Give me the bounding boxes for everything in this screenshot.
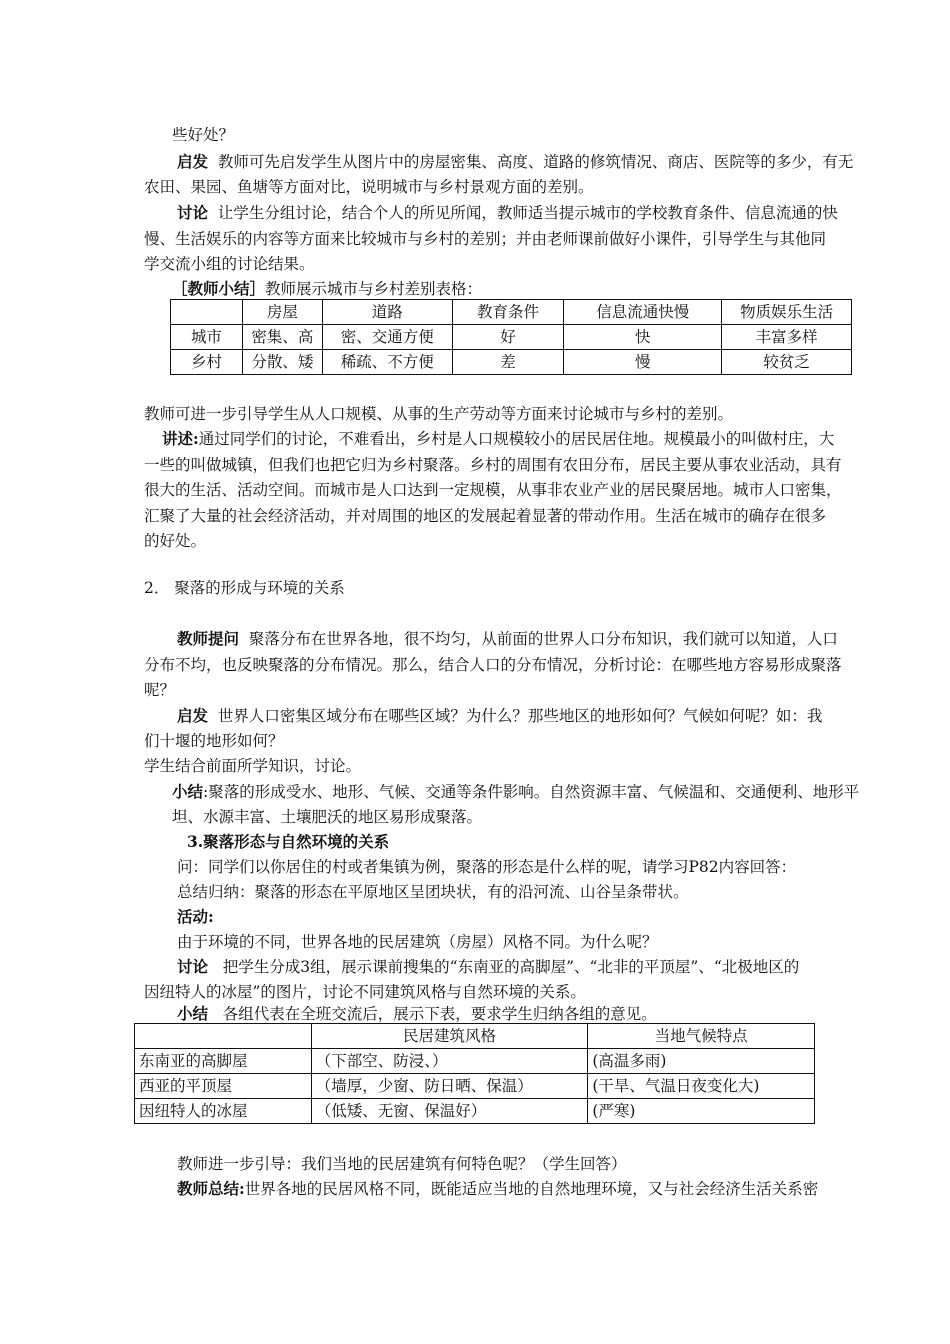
paragraph-line: 启发 世界人口密集区域分布在哪些区域？为什么？那些地区的地形如何？气候如何呢？如：我 xyxy=(177,706,823,725)
paragraph-line: 讲述:通过同学们的讨论，不难看出，乡村是人口规模较小的居民居住地。规模最小的叫做村庄，大 xyxy=(162,429,835,448)
heading-label: 活动: xyxy=(177,907,214,926)
table-cell: 较贫乏 xyxy=(722,350,852,375)
table-cell: (干旱、气温日夜变化大) xyxy=(588,1074,815,1099)
heading-label: 小结 xyxy=(177,1004,209,1023)
table-header-cell: 物质娱乐生活 xyxy=(722,300,852,325)
paragraph-line: 讨论 让学生分组讨论，结合个人的所见所闻，教师适当提示城市的学校教育条件、信息流通的快 xyxy=(177,203,838,222)
table-cell: 稀疏、不方便 xyxy=(322,350,452,375)
paragraph-line: 很大的生活、活动空间。而城市是人口达到一定规模，从事非农业产业的居民聚居地。城市人口密集， xyxy=(144,481,842,499)
table-cell: 密、交通方便 xyxy=(322,325,452,350)
table-row xyxy=(135,1049,815,1074)
table-cell: 西亚的平顶屋 xyxy=(135,1074,312,1099)
heading-label: 讲述: xyxy=(162,429,199,448)
table-header-row xyxy=(135,1024,815,1049)
table-cell: 东南亚的高脚屋 xyxy=(135,1049,312,1074)
city-village-table xyxy=(170,299,852,375)
table-row xyxy=(135,1074,815,1099)
paragraph-line: 坦、水源丰富、土壤肥沃的地区易形成聚落。 xyxy=(172,808,483,826)
section-heading: 2． 聚落的形成与环境的关系 xyxy=(144,579,345,597)
paragraph-line: 教师提问 聚落分布在世界各地，很不均匀，从前面的世界人口分布知识，我们就可以知道，人口 xyxy=(177,629,838,648)
heading-label: 教师总结: xyxy=(177,1179,245,1198)
paragraph-line: 启发 教师可先启发学生从图片中的房屋密集、高度、道路的修筑情况、商店、医院等的多少，有无 xyxy=(177,152,854,171)
table-cell: (高温多雨) xyxy=(588,1049,815,1074)
paragraph-line: 分布不均，也反映聚落的分布情况。那么，结合人口的分布情况，分析讨论：在哪些地方容易形成聚落 xyxy=(144,656,842,674)
heading-label: 启发 xyxy=(177,706,209,725)
table-header-row xyxy=(171,300,852,325)
paragraph-line: 汇聚了大量的社会经济活动，并对周围的地区的发展起着显著的带动作用。生活在城市的确存在很多 xyxy=(144,507,827,525)
heading-label: 小结 xyxy=(172,782,204,801)
table-header-cell xyxy=(171,300,243,325)
table-cell: （低矮、无窗、保温好） xyxy=(311,1099,588,1124)
table-cell: 城市 xyxy=(171,325,243,350)
paragraph-line: 总结归纳：聚落的形态在平原地区呈团块状，有的沿河流、山谷呈条带状。 xyxy=(177,883,689,901)
heading-label: 讨论 xyxy=(177,203,209,222)
table-header-cell: 道路 xyxy=(322,300,452,325)
paragraph-line: 的好处。 xyxy=(144,532,207,550)
paragraph-line: 慢、生活娱乐的内容等方面来比较城市与乡村的差别；并由老师课前做好小课件，引导学生与其他同 xyxy=(144,230,827,248)
table-row xyxy=(135,1099,815,1124)
paragraph-line: 学生结合前面所学知识，讨论。 xyxy=(144,757,362,775)
paragraph-line: 呢？ xyxy=(144,681,176,699)
paragraph-line: 些好处？ xyxy=(172,126,235,144)
table-header-cell: 房屋 xyxy=(242,300,322,325)
paragraph-line: 教师进一步引导：我们当地的民居建筑有何特色呢？（学生回答） xyxy=(177,1155,627,1173)
paragraph-line: 因纽特人的冰屋”的图片，讨论不同建筑风格与自然环境的关系。 xyxy=(144,983,586,1001)
paragraph-line: 一些的叫做城镇，但我们也把它归为乡村聚落。乡村的周围有农田分布，居民主要从事农业活动，具有 xyxy=(144,456,842,474)
table-cell: 丰富多样 xyxy=(722,325,852,350)
paragraph-line: 小结:聚落的形成受水、地形、气候、交通等条件影响。自然资源丰富、气候温和、交通便利、地形平 xyxy=(172,782,860,801)
table-cell: （下部空、防浸、） xyxy=(311,1049,588,1074)
table-header-cell: 教育条件 xyxy=(452,300,564,325)
heading-label: 教师提问 xyxy=(177,629,240,648)
paragraph-line: 学交流小组的讨论结果。 xyxy=(144,255,315,273)
table-cell: 差 xyxy=(452,350,564,375)
table-cell: 分散、矮 xyxy=(242,350,322,375)
table-row xyxy=(171,325,852,350)
paragraph-line: 教师总结:世界各地的民居风格不同，既能适应当地的自然地理环境，又与社会经济生活关系密 xyxy=(177,1179,819,1198)
table-header-cell: 民居建筑风格 xyxy=(311,1024,588,1049)
table-cell: (严寒) xyxy=(588,1099,815,1124)
heading-label: ［教师小结］ xyxy=(172,279,266,298)
table-cell: 密集、高 xyxy=(242,325,322,350)
paragraph-line: 问：同学们以你居住的村或者集镇为例，聚落的形态是什么样的呢，请学习P82内容回答： xyxy=(177,858,797,876)
paragraph-line: 教师可进一步引导学生从人口规模、从事的生产劳动等方面来讨论城市与乡村的差别。 xyxy=(144,405,734,423)
table-header-cell xyxy=(135,1024,312,1049)
table-row xyxy=(171,350,852,375)
table-cell: 好 xyxy=(452,325,564,350)
paragraph-line: 由于环境的不同，世界各地的民居建筑（房屋）风格不同。为什么呢？ xyxy=(177,933,658,951)
table-header-cell: 信息流通快慢 xyxy=(564,300,722,325)
heading-label: 启发 xyxy=(177,152,209,171)
table-cell: 乡村 xyxy=(171,350,243,375)
paragraph-line: 小结 各组代表在全班交流后，展示下表，要求学生归纳各组的意见。 xyxy=(177,1004,657,1023)
paragraph-line: 们十堰的地形如何？ xyxy=(144,732,284,750)
heading-label: 讨论 xyxy=(177,957,209,976)
table-cell: 慢 xyxy=(564,350,722,375)
dwelling-style-table xyxy=(134,1023,815,1124)
table-cell: 快 xyxy=(564,325,722,350)
table-cell: 因纽特人的冰屋 xyxy=(135,1099,312,1124)
section-heading: 3.聚落形态与自然环境的关系 xyxy=(187,832,390,851)
paragraph-line: 农田、果园、鱼塘等方面对比，说明城市与乡村景观方面的差别。 xyxy=(144,178,594,196)
table-header-cell: 当地气候特点 xyxy=(588,1024,815,1049)
table-cell: （墙厚，少窗、防日晒、保温） xyxy=(311,1074,588,1099)
paragraph-line: ［教师小结］教师展示城市与乡村差别表格： xyxy=(172,279,483,298)
paragraph-line: 讨论 把学生分成3组，展示课前搜集的“东南亚的高脚屋”、“北非的平顶屋”、“北极地区的 xyxy=(177,957,800,976)
